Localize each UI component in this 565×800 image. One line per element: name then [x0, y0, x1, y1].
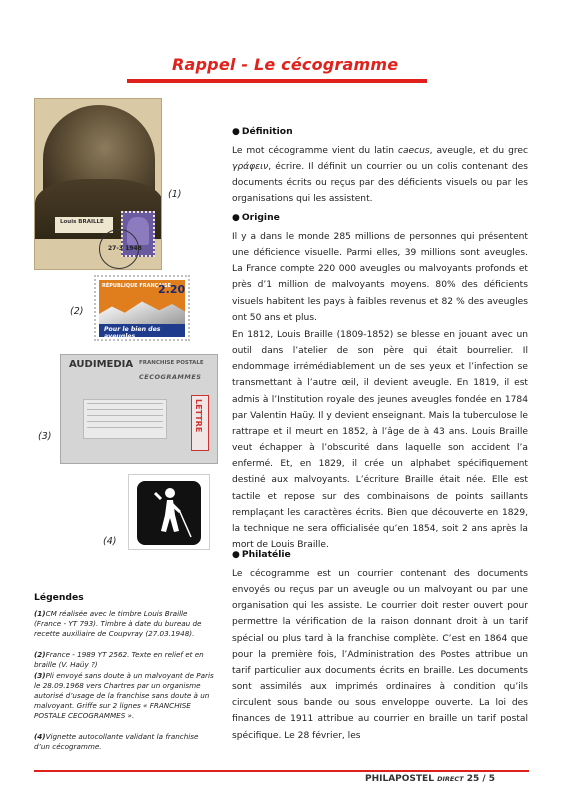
footer-brand: PHILAPOSTEL [365, 774, 434, 784]
footer [365, 774, 495, 784]
pictogram-image [128, 474, 210, 550]
philatelie-paragraph: Le cécogramme est un courrier contenant des documents envoyés ou reçus par un aveugle ou un malvoyant ou par une organisation qui les assiste. Le courrier doit rester ouvert pour permettre la vérification de la raison donnant droit à un tarif spécial ou plus tard à la franchise complète. C’est en 1864 que pour la première fois, l’Administration des Postes attribue un tarif particulier aux documents écrits en braille. Les documents sont assimilés aux imprimés ordinaires à condition qu’ils circulent sous bande ou sous enveloppe ouverte. La loi des finances de 1911 attribue au courrier en braille un tarif postal spécifique. Le 28 février, les [232, 569, 528, 741]
stamp-value: 2.20 [158, 283, 186, 296]
envelope-cecogrammes: CECOGRAMMES [139, 373, 202, 381]
section-heading-philatelie: ● Philatélie [232, 549, 291, 560]
envelope-franchise: FRANCHISE POSTALE [139, 360, 204, 366]
plaque-text: Louis BRAILLE [60, 219, 104, 225]
page-title: Rappel - Le cécogramme [172, 55, 399, 74]
definition-paragraph: Le mot cécogramme vient du latin caecus, aveugle, et du grec γράφειν, écrire. Il définit un courrier ou un colis contenant des documents écrits ou reçus par des déficients visuels ou par les organisations qui les assistent. [232, 146, 528, 205]
envelope-image [60, 354, 218, 464]
section-heading-origine: ● Origine [232, 212, 280, 223]
blind-person-icon [137, 481, 201, 545]
lettre-text: LETTRE [194, 399, 203, 433]
legend-item: (2)France - 1989 YT 2562. Texte en relief et en braille (V. Haüy ?) [34, 650, 204, 669]
section-heading-definition: ● Définition [232, 126, 293, 137]
stamp-country: RÉPUBLIQUE FRANÇAISE [102, 283, 172, 289]
address-lines [87, 403, 163, 433]
title-underline [127, 79, 427, 83]
envelope-sender: AUDIMEDIA [69, 359, 134, 370]
legend-title: Légendes [34, 592, 84, 603]
legend-item: (1)CM réalisée avec le timbre Louis Braille (France - YT 793). Timbre à date du bureau de recette auxiliaire de Coupvray (27.03.1948). [34, 609, 202, 638]
origine-paragraph-1: Il y a dans le monde 285 millions de personnes qui présentent une déficience visuelle. Parmi elles, 39 millions sont aveugles. La France compte 220 000 aveugles ou malvoyants profonds et près d’1 million de malvoyants moyens. 80% des déficients visuels habitent les pays à faibles revenus et 82 % des aveugles ont 50 ans et plus. [232, 232, 528, 323]
footer-sub: DIRECT [437, 775, 464, 783]
figure-2-label: (2) [70, 306, 84, 317]
figure-4-label: (4) [103, 536, 117, 547]
legend-item: (4)Vignette autocollante validant la franchise d’un cécogramme. [34, 732, 199, 751]
maximum-card-image [34, 98, 162, 270]
stamp-image [94, 275, 190, 341]
footer-rule [34, 770, 529, 772]
stamp-band-text: Pour le bien des aveugles [104, 326, 161, 340]
figure-3-label: (3) [38, 431, 52, 442]
legend-item: (3)Pli envoyé sans doute à un malvoyant de Paris le 28.09.1968 vers Chartres par un organisme autorisé d’usage de la franchise sans doute à un malvoyant. Griffe sur 2 lignes « FRANCHISE POSTALE CECOGRAMMES ». [34, 671, 214, 720]
postmark-date: 27-3 1948 [108, 245, 142, 252]
page-number: 25 / 5 [466, 774, 496, 784]
figure-1-label: (1) [168, 189, 182, 200]
origine-paragraph-2: En 1812, Louis Braille (1809-1852) se blesse en jouant avec un outil dans l’atelier de son père qui était bourrelier. Il endommage irrémédiablement un de ses yeux et l’infection se transmettant à l’autre œil, il devient aveugle. En 1819, il est admis à l’Institution royale des jeunes aveugles fondée en 1784 par Valentin Haüy. Il y devient enseignant. Mais la tuberculose le rattrape et il meurt en 1852, à l’âge de à 43 ans. Louis Braille veut échapper à l’obscurité dans laquelle son accident l’a enfermé. Et, en 1829, il crée un alphabet spécifiquement destiné aux malvoyants. L’écriture Braille était née. Elle est tactile et repose sur des combinaisons de points saillants remplaçant les caractères écrits. Bien que découverte en 1829, la technique ne sera officialisée qu’en 1854, soit 2 ans après la mort de Louis Braille. [232, 330, 528, 551]
